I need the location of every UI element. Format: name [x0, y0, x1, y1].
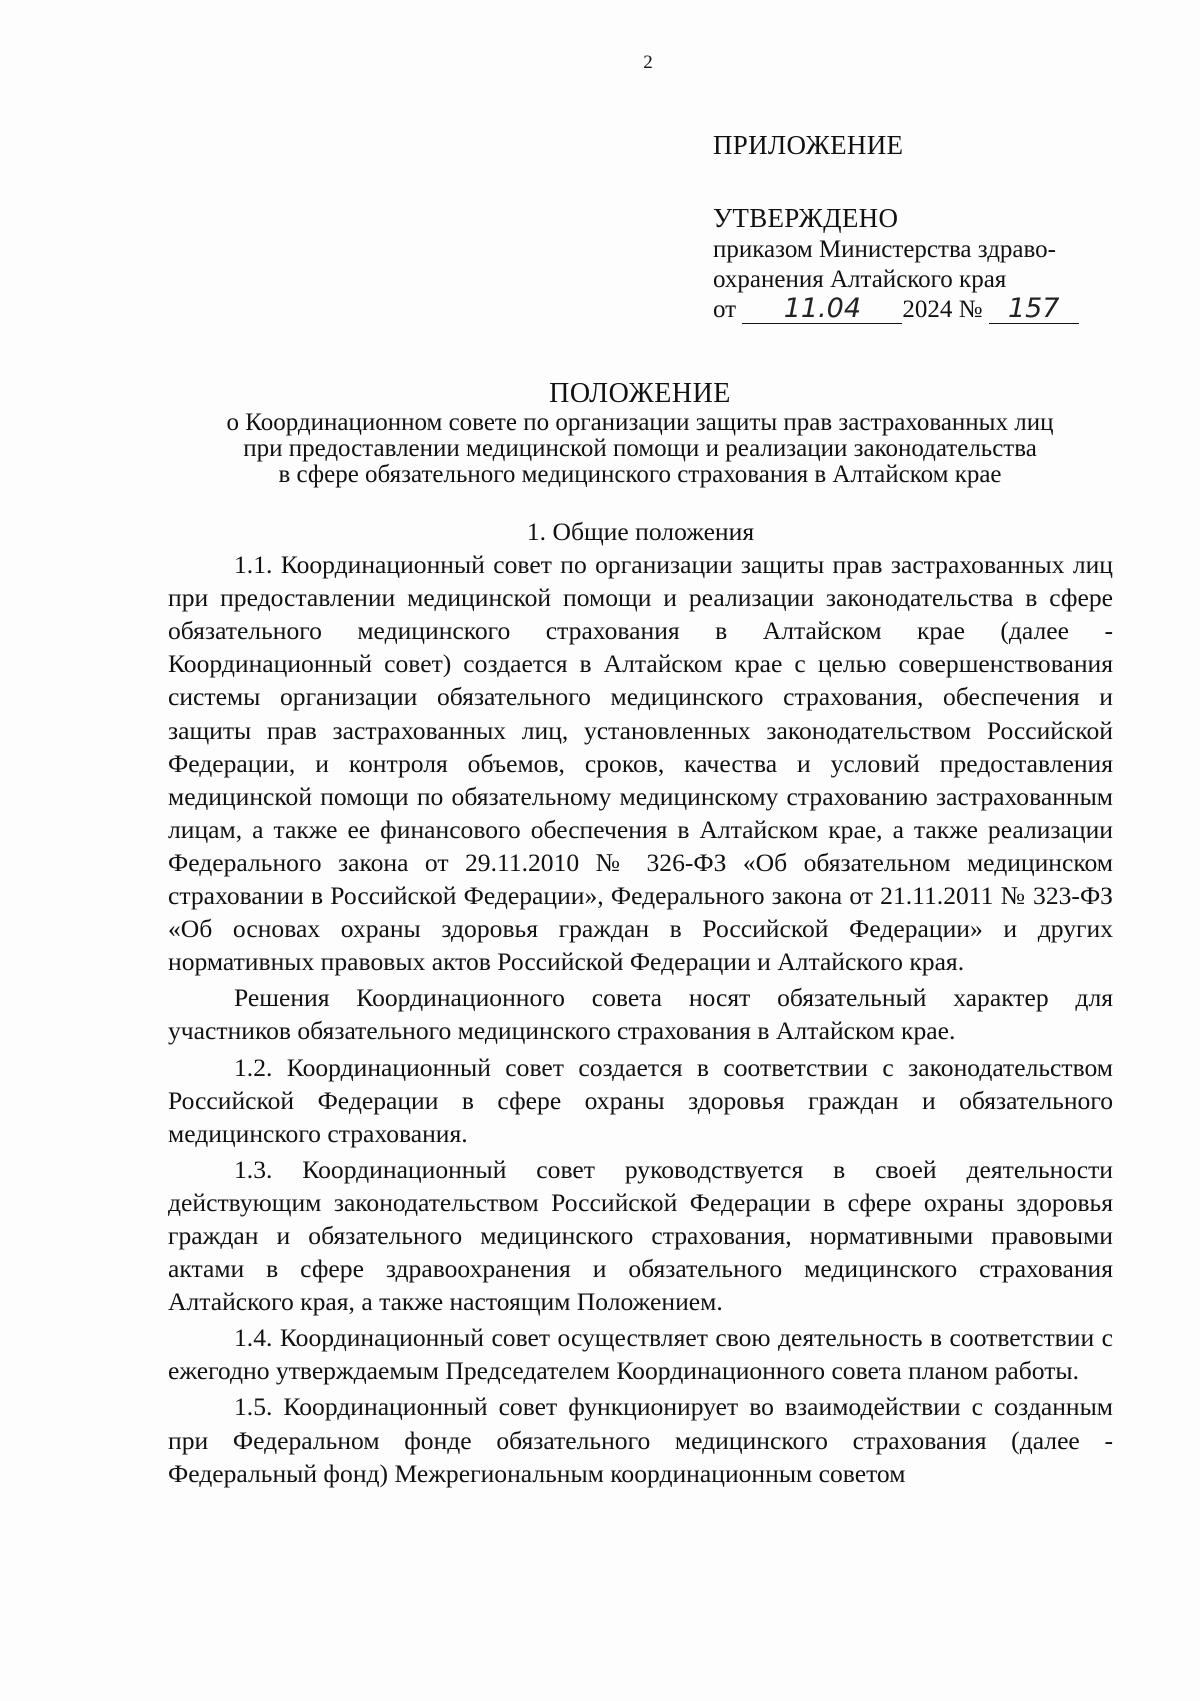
document-subtitle-line-1: о Координационном совете по организации защиты прав застрахованных лиц	[226, 409, 1054, 436]
document-subtitle-line-2: при предоставлении медицинской помощи и реализации законодательства	[243, 435, 1037, 462]
page-number: 2	[643, 52, 653, 73]
document-title: ПОЛОЖЕНИЕ	[549, 378, 731, 409]
order-date-line	[713, 295, 1143, 325]
paragraph-1-5: 1.5. Координационный совет функционирует во взаимодействии с созданным при Федеральном фонде обязательного медицинского страхования (далее - Федеральный фонд) Межрегиональным координационным советом	[168, 1392, 1113, 1488]
appendix-label: ПРИЛОЖЕНИЕ	[713, 130, 904, 160]
paragraph-1-3: 1.3. Координационный совет руководствуется в своей деятельности действующим законодательством Российской Федерации в сфере охраны здоровья граждан и обязательного медицинского страхования, нормативными правовыми актами в сфере здравоохранения и обязательного медицинского страхования Алтайского края, а также настоящим Положением.	[168, 1154, 1113, 1317]
order-year: 2024 №	[902, 296, 983, 323]
document-title-block	[160, 378, 1120, 488]
document-body	[168, 515, 1113, 1490]
approved-by-line-2: охранения Алтайского края	[713, 266, 1007, 293]
approved-by-line-1: приказом Министерства здраво-	[713, 236, 1056, 263]
handwritten-date: 11.04	[742, 295, 902, 324]
paragraph-1-4: 1.4. Координационный совет осуществляет свою деятельность в соответствии с ежегодно утверждаемым Председателем Координационного совета планом работы.	[168, 1323, 1113, 1386]
document-subtitle-line-3: в сфере обязательного медицинского страхования в Алтайском крае	[278, 461, 1002, 488]
paragraph-1-2: 1.2. Координационный совет создается в соответствии с законодательством Российской Федерации в сфере охраны здоровья граждан и обязательного медицинского страхования.	[168, 1052, 1113, 1148]
paragraph-decisions: Решения Координационного совета носят обязательный характер для участников обязательного медицинского страхования в Алтайском крае.	[168, 983, 1113, 1046]
handwritten-order-number: 157	[989, 295, 1079, 324]
date-prefix: от	[713, 296, 737, 323]
approved-label: УТВЕРЖДЕНО	[713, 203, 899, 233]
paragraph-1-1: 1.1. Координационный совет по организации защиты прав застрахованных лиц при предоставлении медицинской помощи и реализации законодательства в сфере обязательного медицинского страхования в Алтайском крае (далее - Координационный совет) создается в Алтайском крае с целью совершенствования системы организации обязательного медицинского страхования, обеспечения и защиты прав застрахованных лиц, установленных законодательством Российской Федерации, и контроля объемов, сроков, качества и условий предоставления медицинской помощи по обязательному медицинскому страхованию застрахованным лицам, а также ее финансового обеспечения в Алтайском крае, а также реализации Федерального закона от 29.11.2010 № 326-ФЗ «Об обязательном медицинском страховании в Российской Федерации», Федерального закона от 21.11.2011 № 323-ФЗ «Об основах охраны здоровья граждан в Российской Федерации» и других нормативных правовых актов Российской Федерации и Алтайского края.	[168, 550, 1113, 977]
approval-block	[713, 130, 1143, 325]
section-heading: 1. Общие положения	[526, 517, 755, 546]
